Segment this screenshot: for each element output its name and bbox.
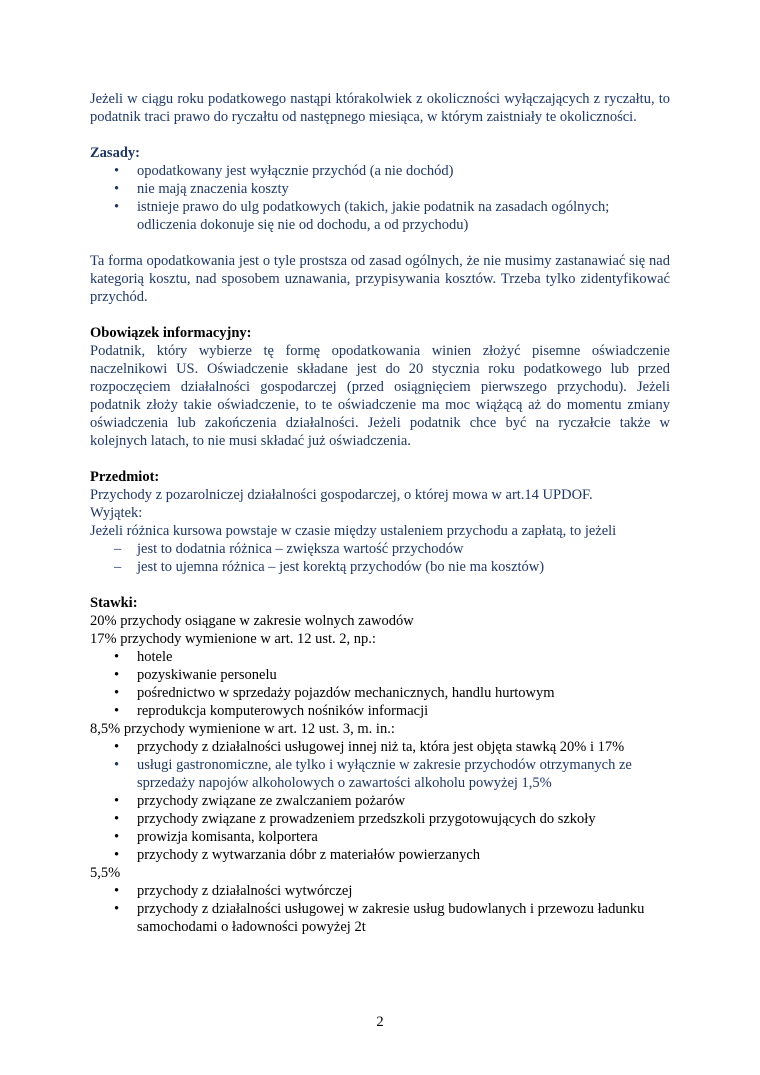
stawka-17-list bbox=[90, 648, 670, 720]
document-page bbox=[90, 90, 670, 936]
stawka-20-line: 20% przychody osiągane w zakresie wolnych zawodów bbox=[90, 613, 414, 629]
list-item: • pośrednictwo w sprzedaży pojazdów mechanicznych, handlu hurtowym bbox=[90, 684, 670, 702]
stawki-heading: Stawki: bbox=[90, 595, 138, 611]
zasady-heading: Zasady: bbox=[90, 145, 140, 161]
stawka-85-line: 8,5% przychody wymienione w art. 12 ust. 3, m. in.: bbox=[90, 721, 395, 737]
list-item: • pozyskiwanie personelu bbox=[90, 666, 670, 684]
list-item: • przychody z wytwarzania dóbr z materiałów powierzanych bbox=[90, 846, 670, 864]
obowiazek-heading: Obowiązek informacyjny: bbox=[90, 325, 252, 341]
stawka-85-list bbox=[90, 738, 670, 864]
list-item: • usługi gastronomiczne, ale tylko i wyłącznie w zakresie przychodów otrzymanych ze sprzedaży napojów alkoholowych o zawartości alkoholu powyżej 1,5% bbox=[90, 756, 670, 792]
list-item: • przychody z działalności usługowej innej niż ta, która jest objęta stawką 20% i 17% bbox=[90, 738, 670, 756]
list-item: – jest to ujemna różnica – jest korektą przychodów (bo nie ma kosztów) bbox=[90, 558, 670, 576]
list-item: • hotele bbox=[90, 648, 670, 666]
forma-paragraph: Ta forma opodatkowania jest o tyle prostsza od zasad ogólnych, że nie musimy zastanawiać się nad kategorią kosztu, nad sposobem uznawania, przypisywania kosztów. Trzeba tylko zidentyfikować przychód. bbox=[90, 253, 670, 305]
przedmiot-heading: Przedmiot: bbox=[90, 469, 160, 485]
page-number: 2 bbox=[376, 1014, 384, 1030]
roznica-line: Jeżeli różnica kursowa powstaje w czasie między ustaleniem przychodu a zapłatą, to jeżeli bbox=[90, 523, 617, 539]
obowiazek-paragraph: Podatnik, który wybierze tę formę opodatkowania winien złożyć pisemne oświadczenie naczelnikowi US. Oświadczenie składane jest do 20 stycznia roku podatkowego lub przed rozpoczęciem działalności gospodarczej (przed osiągnięciem pierwszego przychodu). Jeżeli podatnik złoży takie oświadczenie, to te oświadczenie ma moc wiążącą aż do momentu zmiany oświadczenia lub zakończenia działalności. Jeżeli podatnik chce być na ryczałcie także w kolejnych latach, to nie musi składać już oświadczenia. bbox=[90, 343, 670, 449]
list-item: • prowizja komisanta, kolportera bbox=[90, 828, 670, 846]
stawka-55-line: 5,5% bbox=[90, 865, 121, 881]
list-item: • opodatkowany jest wyłącznie przychód (a nie dochód) bbox=[90, 162, 670, 180]
zasady-list bbox=[90, 162, 670, 234]
list-item: • przychody związane z prowadzeniem przedszkoli przygotowujących do szkoły bbox=[90, 810, 670, 828]
intro-paragraph: Jeżeli w ciągu roku podatkowego nastąpi którakolwiek z okoliczności wyłączających z ryczałtu, to podatnik traci prawo do ryczałtu od następnego miesiąca, w którym zaistniały te okoliczności. bbox=[90, 91, 670, 125]
list-item: • przychody z działalności wytwórczej bbox=[90, 882, 670, 900]
wyjatek-label: Wyjątek: bbox=[90, 505, 143, 521]
stawka-17-line: 17% przychody wymienione w art. 12 ust. 2, np.: bbox=[90, 631, 376, 647]
list-item: • nie mają znaczenia koszty bbox=[90, 180, 670, 198]
list-item: • istnieje prawo do ulg podatkowych (takich, jakie podatnik na zasadach ogólnych; odliczenia dokonuje się nie od dochodu, a od przychodu) bbox=[90, 198, 670, 234]
list-item: • reprodukcja komputerowych nośników informacji bbox=[90, 702, 670, 720]
przedmiot-line: Przychody z pozarolniczej działalności gospodarczej, o której mowa w art.14 UPDOF. bbox=[90, 487, 593, 503]
przedmiot-list bbox=[90, 540, 670, 576]
list-item: • przychody związane ze zwalczaniem pożarów bbox=[90, 792, 670, 810]
list-item: • przychody z działalności usługowej w zakresie usług budowlanych i przewozu ładunku samochodami o ładowności powyżej 2t bbox=[90, 900, 670, 936]
list-item: – jest to dodatnia różnica – zwiększa wartość przychodów bbox=[90, 540, 670, 558]
stawka-55-list bbox=[90, 882, 670, 936]
